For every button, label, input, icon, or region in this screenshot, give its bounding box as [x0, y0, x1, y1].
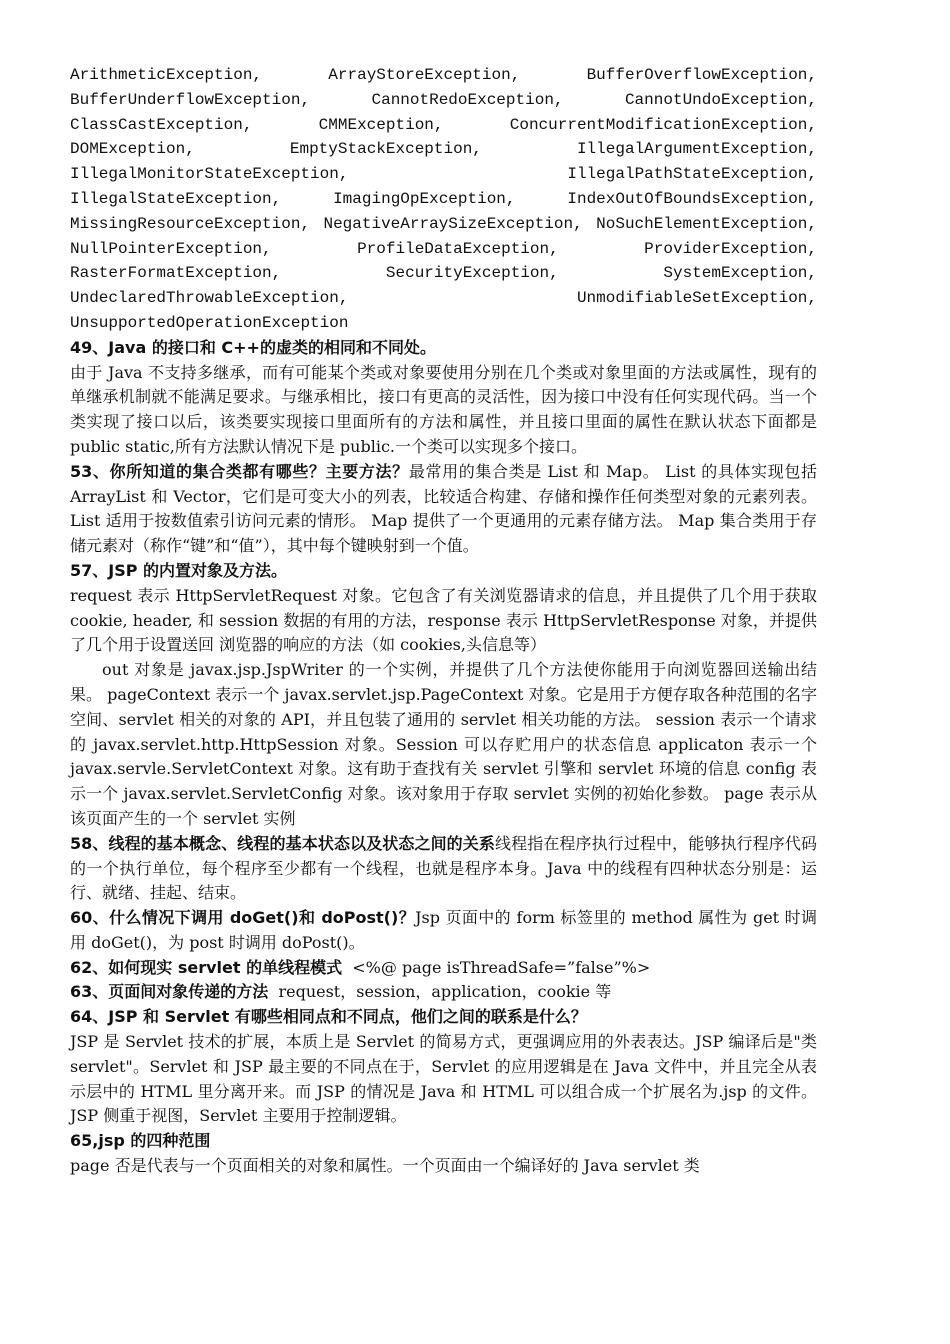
q60-body: Jsp 页面中的 form 标签里的 method 属性为 get 时调用 doGet()，为 post 时调用 doPost()。 — [70, 908, 817, 952]
q53-heading: 53、你所知道的集合类都有哪些？主要方法？ — [70, 461, 409, 481]
exception-name: ProviderException, — [644, 239, 817, 258]
exception-name: RasterFormatException, — [70, 264, 282, 283]
exception-name: ArithmeticException, — [70, 66, 263, 84]
section-q57 — [70, 559, 817, 832]
exception-name: BufferOverflowException, — [586, 66, 817, 84]
exception-name: CannotRedoException, — [371, 90, 564, 109]
q60-heading: 60、什么情况下调用 doGet()和 doPost()？ — [70, 908, 416, 928]
q64-body: JSP 是 Servlet 技术的扩展，本质上是 Servlet 的简易方式，更强调应用的外表表达。JSP 编译后是"类 servlet"。Servlet 和 JSP 最主要的不同点在于，Servlet 的应用逻辑是在 Java 文件中，并且完全从表示层中的 HTML 里分离开来。而 JSP 的情况是 Java 和 HTML 可以组合成一个扩展名为.jsp 的文件。JSP 侧重于视图，Servlet 主要用于控制逻辑。 — [70, 1032, 817, 1126]
section-q65 — [70, 1129, 817, 1179]
q63-body: request，session，application，cookie 等 — [278, 982, 612, 1002]
q63-heading: 63、页面间对象传递的方法 — [70, 982, 269, 1002]
exception-name: ConcurrentModificationException, — [509, 115, 817, 134]
q64-heading: 64、JSP 和 Servlet 有哪些相同点和不同点，他们之间的联系是什么？ — [70, 1007, 587, 1027]
section-q60 — [70, 906, 817, 956]
exception-name: CMMException, — [318, 115, 444, 134]
section-q62 — [70, 956, 817, 981]
exception-name: IllegalStateException, — [70, 189, 282, 208]
q65-body: page 否是代表与一个页面相关的对象和属性。一个页面由一个编译好的 Java servlet 类 — [70, 1156, 700, 1176]
q58-heading: 58、线程的基本概念、线程的基本状态以及状态之间的关系 — [70, 833, 495, 853]
exception-name: IndexOutOfBoundsException, — [567, 189, 817, 208]
exception-list — [70, 63, 817, 336]
exception-row — [70, 162, 817, 187]
exception-row — [70, 286, 817, 311]
section-q58 — [70, 832, 817, 906]
exception-name: IllegalPathStateException, — [567, 165, 817, 184]
exception-name: EmptyStackException, — [289, 140, 482, 159]
exception-name: NoSuchElementException, — [596, 214, 817, 233]
exception-row — [70, 113, 817, 138]
q58-body: 线程指在程序执行过程中，能够执行程序代码的一个执行单位，每个程序至少都有一个线程，也就是程序本身。Java 中的线程有四种状态分别是：运行、就绪、挂起、结束。 — [70, 833, 817, 903]
exception-row — [70, 137, 817, 162]
q49-body: 由于 Java 不支持多继承，而有可能某个类或对象要使用分别在几个类或对象里面的方法或属性，现有的单继承机制就不能满足要求。与继承相比，接口有更高的灵活性，因为接口中没有任何实现代码。当一个类实现了接口以后，该类要实现接口里面所有的方法和属性，并且接口里面的属性在默认状态下面都是 public static,所有方法默认情况下是 public.一个类可以实现多个接口。 — [70, 362, 817, 456]
q49-heading: 49、Java 的接口和 C++的虚类的相同和不同处。 — [70, 337, 436, 357]
exception-name: IllegalArgumentException, — [576, 140, 817, 159]
exception-name: DOMException, — [70, 140, 195, 159]
exception-name: ProfileDataException, — [357, 239, 559, 258]
exception-name: UnmodifiableSetException, — [576, 289, 817, 308]
exception-row — [70, 237, 817, 262]
q53-body: 最常用的集合类是 List 和 Map。 List 的具体实现包括 ArrayList 和 Vector，它们是可变大小的列表，比较适合构建、存储和操作任何类型对象的元素列表。 List 适用于按数值索引访问元素的情形。 Map 提供了一个更通用的元素存储方法。 Map 集合类用于存储元素对（称作“键”和“值”），其中每个键映射到一个值。 — [70, 461, 817, 556]
exception-row — [70, 187, 817, 212]
exception-name: CannotUndoException, — [624, 90, 817, 109]
q57-body-2: out 对象是 javax.jsp.JspWriter 的一个实例，并提供了几个方法使你能用于向浏览器回送输出结果。 pageContext 表示一个 javax.servlet.jsp.PageContext 对象。它是用于方便存取各种范围的名字空间、servlet 相关的对象的 API，并且包装了通用的 servlet 相关功能的方法。 session 表示一个请求的 javax.servlet.http.HttpSession 对象。Session 可以存贮用户的状态信息 applicaton 表示一个 javax.servle.ServletContext 对象。这有助于查找有关 servlet 引擎和 servlet 环境的信息 config 表示一个 javax.servlet.ServletConfig 对象。该对象用于存取 servlet 实例的初始化参数。 page 表示从该页面产生的一个 servlet 实例 — [70, 660, 817, 828]
exception-name: ArrayStoreException, — [328, 66, 521, 84]
q65-heading: 65,jsp 的四种范围 — [70, 1131, 211, 1151]
section-q64 — [70, 1005, 817, 1129]
section-q53 — [70, 460, 817, 559]
q62-heading: 62、如何现实 servlet 的单线程模式 — [70, 957, 343, 977]
exception-name: NullPointerException, — [70, 239, 272, 258]
exception-name: ImagingOpException, — [333, 189, 516, 208]
exception-row — [70, 88, 817, 113]
exception-row — [70, 63, 817, 88]
exception-name: NegativeArraySizeException, — [323, 214, 583, 233]
exception-name: IllegalMonitorStateException, — [70, 165, 349, 184]
exception-name: SecurityException, — [385, 264, 559, 283]
section-q63 — [70, 980, 817, 1005]
q57-body-1: request 表示 HttpServletRequest 对象。它包含了有关浏览器请求的信息，并且提供了几个用于获取 cookie, header, 和 session 数据的有用的方法，response 表示 HttpServletResponse 对象，并提供了几个用于设置送回 浏览器的响应的方法（如 cookies,头信息等） — [70, 585, 817, 655]
exception-name: UndeclaredThrowableException, — [70, 289, 349, 308]
section-q49 — [70, 336, 817, 460]
exception-name: BufferUnderflowException, — [70, 90, 311, 109]
exception-name: MissingResourceException, — [70, 214, 311, 233]
exception-name: UnsupportedOperationException — [70, 313, 349, 332]
exception-row — [70, 261, 817, 286]
exception-name: SystemException, — [663, 264, 817, 283]
q62-body: <%@ page isThreadSafe=”false”%> — [352, 957, 651, 977]
exception-row — [70, 212, 817, 237]
q57-heading: 57、JSP 的内置对象及方法。 — [70, 560, 288, 580]
exception-name: ClassCastException, — [70, 115, 253, 134]
exception-row — [70, 311, 817, 336]
